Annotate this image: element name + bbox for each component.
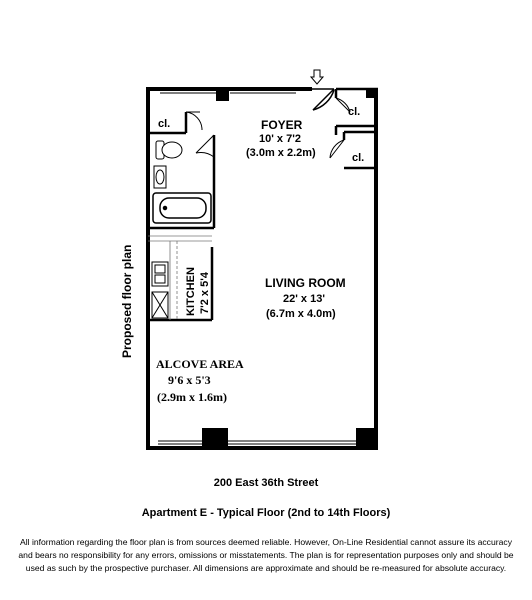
toilet-icon	[156, 141, 182, 159]
address-caption: 200 East 36th Street	[213, 477, 319, 489]
sink-icon	[154, 166, 166, 188]
closet-label-right-bottom: cl.	[352, 152, 365, 164]
living-room-dims-m: (6.7m x 4.0m)	[266, 308, 336, 320]
down-arrow-icon	[311, 70, 323, 84]
stove-icon	[152, 292, 168, 318]
kitchen-sink-icon	[152, 262, 168, 286]
closet-label-left: cl.	[158, 118, 171, 130]
closet-left-door	[186, 112, 202, 130]
alcove-name: ALCOVE AREA	[156, 357, 244, 371]
closet-column	[366, 89, 378, 98]
alcove-dims-m: (2.9m x 1.6m)	[157, 390, 227, 404]
entry-door	[312, 89, 334, 110]
foyer-dims-m: (3.0m x 2.2m)	[246, 147, 316, 159]
alcove-dims-ft: 9'6 x 5'3	[168, 373, 211, 387]
disclaimer-text: All information regarding the floor plan is from sources deemed reliable. However, On-Line Residential cannot assure its accuracy and bears no responsibility for any errors, omissions or misstatements. The plan is for representation purposes only and should be used as such by the prospective purchaser. All dimensions are approximate and should be re-measured for absolute accuracy.	[18, 537, 514, 573]
foyer-dims-ft: 10' x 7'2	[259, 133, 301, 145]
living-room-dims-ft: 22' x 13'	[283, 293, 325, 305]
bathtub-icon	[153, 193, 211, 223]
bathroom-door	[196, 135, 214, 157]
living-room-name: LIVING ROOM	[265, 276, 346, 290]
kitchen-dims: 7'2 x 5'4	[199, 272, 211, 314]
closet-label-right-top: cl.	[348, 106, 361, 118]
bottom-windows	[158, 441, 356, 444]
closet-doors	[330, 98, 350, 158]
apartment-caption: Apartment E - Typical Floor (2nd to 14th Floors)	[141, 507, 391, 519]
foyer-name: FOYER	[261, 118, 303, 132]
kitchen-name: KITCHEN	[185, 267, 197, 316]
proposed-floor-plan-label: Proposed floor plan	[120, 244, 134, 358]
